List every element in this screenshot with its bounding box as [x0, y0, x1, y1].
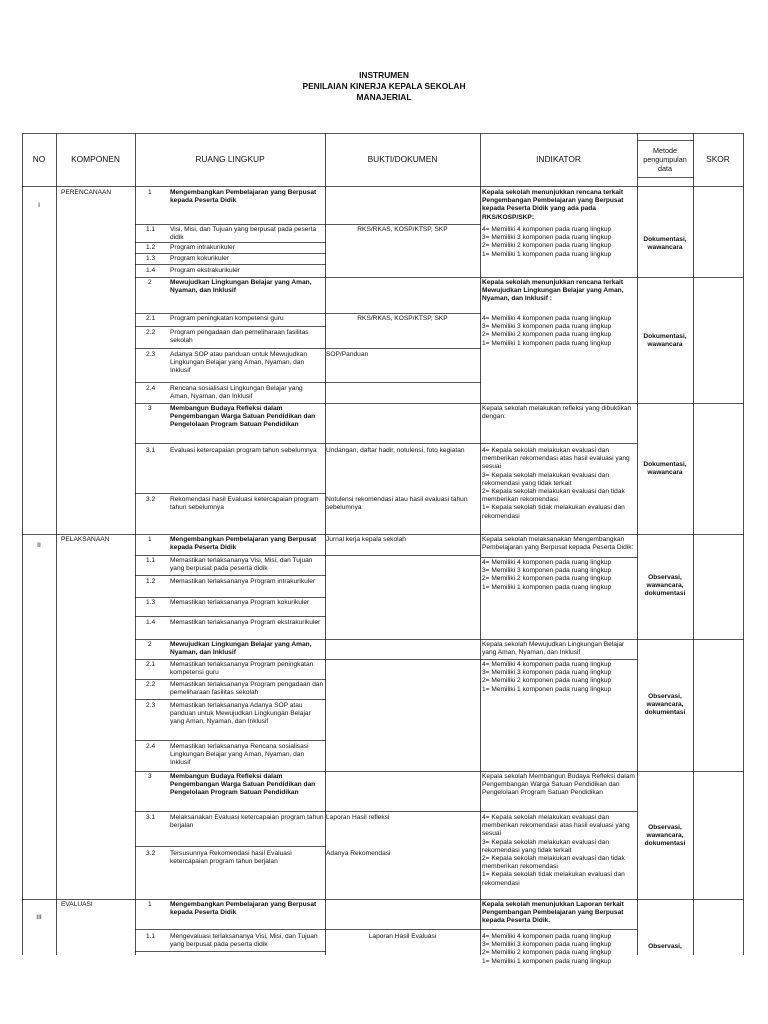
- item-number: 1.4: [146, 619, 156, 626]
- item-number: 1.1: [146, 557, 156, 564]
- bukti-text: RKS/RKAS, KOSP/KTSP, SKP: [357, 226, 448, 233]
- indikator-text: Kepala sekolah Mewujudkan Lingkungan Belajar yang Aman, Nyaman, dan Inklusif: [482, 641, 625, 657]
- item-text: Memastikan terlaksananya Program intrakurikuler: [170, 578, 316, 585]
- item-number: 1.4: [146, 267, 156, 274]
- header-metode: Metode pengumpulan data: [643, 146, 687, 173]
- indikator-text: Kepala sekolah menunjukkan rencana terkait Pengembangan Pembelajaran yang Berpusat kepada Peserta Didik yang ada pada RKS/KOSP/SKP:: [482, 189, 624, 221]
- item-number: 3.1: [146, 814, 156, 821]
- item-text: Visi, Misi, dan Tujuan yang berpusat pada peserta didik: [170, 226, 317, 242]
- section-no: II: [37, 542, 41, 549]
- header-skor: SKOR: [706, 154, 730, 164]
- item-text: Tersusunnya Rekomendasi hasil Evaluasi ketercapaian program tahun berjalan: [170, 850, 292, 866]
- indikator-scale: 4= Memiliki 4 komponen pada ruang lingkup 3= Memiliki 3 komponen pada ruang lingkup 2= Memiliki 2 komponen pada ruang lingkup 1= Memiliki 1 komponen pada ruang lingkup: [482, 661, 612, 693]
- item-number: 3.1: [146, 447, 156, 454]
- indikator-text: Kepala sekolah menunjukkan rencana terkait Mewujudkan Lingkungan Belajar yang Aman, Nyaman, dan Inklusif :: [482, 279, 624, 303]
- indikator-text: Kepala sekolah melakukan refleksi yang dibuktikan dengan:: [482, 405, 632, 421]
- metode-text: Observasi, wawancara, dokumentasi: [644, 693, 686, 717]
- item-text: Memastikan terlaksananya Adanya SOP atau panduan untuk Mewujudkan Lingkungan Belajar yang Aman, Nyaman, dan Inklusif: [170, 702, 311, 726]
- header-ruang-lingkup: RUANG LINGKUP: [195, 154, 265, 164]
- item-number: 1.2: [146, 244, 156, 251]
- item-text: Mengembangkan Pembelajaran yang Berpusat kepada Peserta Didik: [170, 901, 317, 917]
- item-number: 1.1: [146, 226, 156, 233]
- bukti-text: RKS/RKAS, KOSP/KTSP, SKP: [357, 315, 448, 322]
- item-number: 2.4: [146, 743, 156, 750]
- item-number: 2: [148, 641, 152, 648]
- metode-text: Observasi, wawancara, dokumentasi: [644, 574, 686, 598]
- item-number: 3: [148, 405, 152, 412]
- header-bukti-dokumen: BUKTI/DOKUMEN: [367, 154, 438, 164]
- metode-text: Observasi,: [648, 943, 682, 950]
- item-number: 2.1: [146, 315, 156, 322]
- bukti-text: Laporan Hasil refleksi: [326, 814, 390, 821]
- item-text: Memastikan terlaksananya Visi, Misi, dan Tujuan yang berpusat pada peserta didik: [170, 557, 313, 573]
- indikator-scale: 4= Memiliki 4 komponen pada ruang lingkup 3= Memiliki 3 komponen pada ruang lingkup 2= Memiliki 2 komponen pada ruang lingkup 1= Memiliki 1 komponen pada ruang lingkup: [482, 559, 612, 591]
- header-indikator: INDIKATOR: [536, 154, 581, 164]
- item-text: Evaluasi ketercapaian program tahun sebelumnya: [170, 447, 317, 454]
- item-number: 3.2: [146, 496, 156, 503]
- item-text: Memastikan terlaksananya Program peningkatan kompetensi guru: [170, 661, 314, 677]
- item-number: 2.3: [146, 351, 156, 358]
- item-text: Program intrakurikuler: [170, 244, 235, 251]
- item-text: Program pengadaan dan pemeliharaan fasilitas sekolah: [170, 329, 309, 345]
- item-number: 3.2: [146, 850, 156, 857]
- bukti-text: Notulensi rekomendasi atau hasil evaluasi tahun sebelumnya: [326, 496, 468, 512]
- item-number: 3: [148, 773, 152, 780]
- metode-text: Dokumentasi, wawancara: [643, 461, 687, 477]
- item-number: 2.3: [146, 702, 156, 709]
- item-text: Program kokurikuler: [170, 255, 229, 262]
- indikator-text: Kepala sekolah melaksanakan Mengembangkan Pembelajaran yang Berpusat kepada Peserta Didik:: [482, 536, 634, 552]
- bukti-text: Undangan, daftar hadir, notulensi, foto kegiatan: [326, 447, 465, 454]
- item-text: Mengembangkan Pembelajaran yang Berpusat kepada Peserta Didik: [170, 189, 317, 205]
- item-number: 1.2: [146, 578, 156, 585]
- item-number: 2.1: [146, 661, 156, 668]
- indikator-scale: 4= Kepala sekolah melakukan evaluasi dan memberikan rekomendasi atas hasil evaluasi yang sesuai 3= Kepala sekolah melakukan evaluasi dan rekomendasi yang tidak terkait 2= Kepala sekolah melakukan evaluasi dan tidak memberikan rekomendasi 1= Kepala sekolah tidak melakukan evaluasi dan rekomendasi: [482, 447, 630, 520]
- item-number: 2: [148, 279, 152, 286]
- section-komponen: PELAKSANAAN: [61, 536, 110, 543]
- item-number: 1: [148, 536, 152, 543]
- item-number: 1.3: [146, 599, 156, 606]
- section-komponen: PERENCANAAN: [61, 189, 112, 196]
- doc-title-line2: PENILAIAN KINERJA KEPALA SEKOLAH: [302, 81, 466, 91]
- item-text: Melaksanakan Evaluasi ketercapaian program tahun berjalan: [170, 814, 324, 830]
- item-number: 1.1: [146, 933, 156, 940]
- bukti-text: Laporan Hasil Evaluasi: [368, 933, 437, 940]
- indikator-scale: 4= Kepala sekolah melakukan evaluasi dan memberikan rekomendasi atas hasil evaluasi yang sesuai 3= Kepala sekolah melakukan evaluasi dan rekomendasi yang tidak terkait 2= Kepala sekolah melakukan evaluasi dan tidak memberikan rekomendasi 1= Kepala sekolah tidak melakukan evaluasi dan rekomendasi: [482, 814, 630, 887]
- section-no: I: [38, 202, 40, 209]
- item-text: Membangun Budaya Refleksi dalam Pengembangan Warga Satuan Pendidikan dan Pengelolaan Program Satuan Pendidikan: [170, 773, 316, 797]
- metode-text: Observasi, wawancara, dokumentasi: [644, 824, 686, 848]
- metode-text: Dokumentasi, wawancara: [643, 333, 687, 349]
- item-text: Mengembangkan Pembelajaran yang Berpusat kepada Peserta Didik: [170, 536, 317, 552]
- doc-title-line1: INSTRUMEN: [359, 70, 409, 80]
- doc-title-line3: MANAJERIAL: [356, 92, 412, 102]
- item-text: Mewujudkan Lingkungan Belajar yang Aman, Nyaman, dan Inklusif: [170, 279, 312, 295]
- header-no: NO: [32, 154, 46, 164]
- bukti-text: SOP/Panduan: [326, 351, 369, 358]
- section-no: III: [36, 914, 42, 921]
- item-text: Rencana sosialisasi Lingkungan Belajar yang Aman, Nyaman, dan Inklusif: [170, 385, 303, 401]
- item-text: Memastikan terlaksananya Program ekstrakurikuler: [170, 619, 321, 626]
- item-number: 1: [148, 189, 152, 196]
- indikator-scale: 4= Memiliki 4 komponen pada ruang lingkup 3= Memiliki 3 komponen pada ruang lingkup 2= Memiliki 2 komponen pada ruang lingkup 1= Memiliki 1 komponen pada ruang lingkup: [482, 933, 612, 965]
- indikator-scale: 4= Memiliki 4 komponen pada ruang lingkup 3= Memiliki 3 komponen pada ruang lingkup 2= Memiliki 2 komponen pada ruang lingkup 1= Memiliki 1 komponen pada ruang lingkup: [482, 315, 612, 347]
- item-text: Rekomendasi hasil Evaluasi ketercapaian program tahun sebelumnya: [170, 496, 319, 512]
- item-text: Memastikan terlaksananya Rencana sosialisasi Lingkungan Belajar yang Aman, Nyaman, dan Inklusif: [170, 743, 309, 767]
- metode-text: Dokumentasi, wawancara: [643, 236, 687, 252]
- item-text: Mewujudkan Lingkungan Belajar yang Aman, Nyaman, dan Inklusif: [170, 641, 312, 657]
- item-number: 2.4: [146, 385, 156, 392]
- item-number: 2.2: [146, 681, 156, 688]
- item-text: Adanya SOP atau panduan untuk Mewujudkan Lingkungan Belajar yang Aman, Nyaman, dan Inklusif: [170, 351, 307, 375]
- item-text: Program ekstrakurikuler: [170, 267, 240, 274]
- item-text: Memastikan terlaksananya Program pengadaan dan pemeliharaan fasilitas sekolah: [170, 681, 324, 697]
- item-number: 2.2: [146, 329, 156, 336]
- header-komponen: KOMPONEN: [71, 154, 120, 164]
- indikator-text: Kepala sekolah Membangun Budaya Refleksi dalam Pengembangan Warga Satuan Pendidikan dan Pengelolaan Program Satuan Pendidikan: [482, 773, 635, 797]
- item-text: Program peningkatan kompetensi guru: [170, 315, 284, 322]
- indikator-text: Kepala sekolah menunjukkan Laporan terkait Pengembangan Pembelajaran yang Berpusat kepada Peserta Didik.: [482, 901, 624, 925]
- bukti-text: Adanya Rekomendasi: [326, 850, 391, 857]
- item-text: Memastikan terlaksananya Program kokurikuler: [170, 599, 310, 606]
- indikator-scale: 4= Memiliki 4 komponen pada ruang lingkup 3= Memiliki 3 komponen pada ruang lingkup 2= Memiliki 2 komponen pada ruang lingkup 1= Memiliki 1 komponen pada ruang lingkup: [482, 226, 612, 258]
- item-number: 1.3: [146, 255, 156, 262]
- section-komponen: EVALUASI: [61, 901, 93, 908]
- item-text: Mengevaluasi terlaksananya Visi, Misi, dan Tujuan yang berpusat pada peserta didik: [170, 933, 318, 949]
- item-text: Membangun Budaya Refleksi dalam Pengembangan Warga Satuan Pendidikan dan Pengelolaan Program Satuan Pendidikan: [170, 405, 316, 429]
- item-number: 1: [148, 901, 152, 908]
- bukti-text: Jurnal kerja kepala sekolah: [326, 536, 406, 543]
